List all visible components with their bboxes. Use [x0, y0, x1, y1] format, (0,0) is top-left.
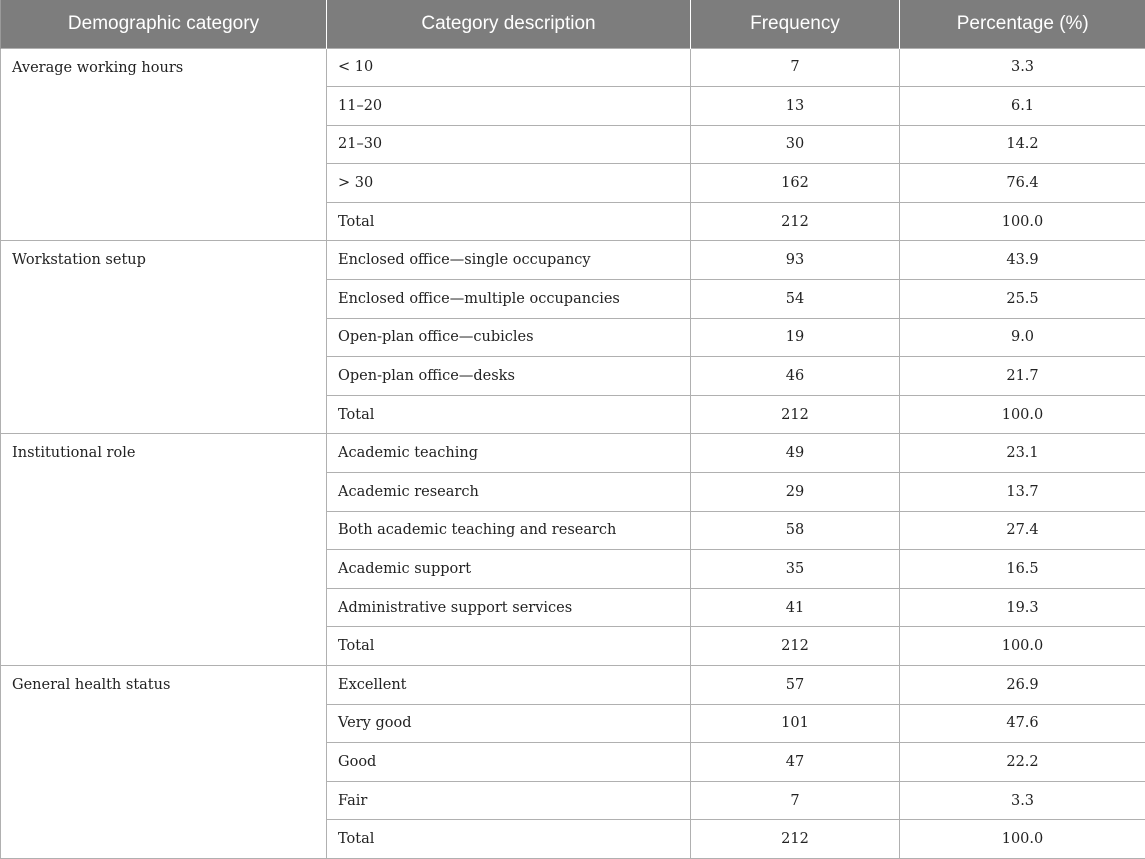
category-description-cell: < 10	[327, 48, 691, 87]
header-category-description: Category description	[327, 0, 691, 48]
category-description-cell: Total	[327, 395, 691, 434]
frequency-cell: 212	[691, 820, 900, 859]
category-description-cell: > 30	[327, 164, 691, 203]
frequency-cell: 162	[691, 164, 900, 203]
frequency-cell: 29	[691, 473, 900, 512]
category-description-cell: Enclosed office—multiple occupancies	[327, 280, 691, 319]
category-description-cell: Total	[327, 202, 691, 241]
frequency-cell: 93	[691, 241, 900, 280]
table-body	[1, 48, 1145, 858]
table-row	[1, 241, 1145, 280]
percentage-cell: 100.0	[900, 627, 1145, 666]
frequency-cell: 212	[691, 627, 900, 666]
category-description-cell: Very good	[327, 704, 691, 743]
category-description-cell: Enclosed office—single occupancy	[327, 241, 691, 280]
table-row	[1, 666, 1145, 705]
frequency-cell: 212	[691, 202, 900, 241]
percentage-cell: 27.4	[900, 511, 1145, 550]
frequency-cell: 41	[691, 588, 900, 627]
percentage-cell: 23.1	[900, 434, 1145, 473]
percentage-cell: 16.5	[900, 550, 1145, 589]
category-description-cell: Excellent	[327, 666, 691, 705]
category-description-cell: Administrative support services	[327, 588, 691, 627]
percentage-cell: 3.3	[900, 781, 1145, 820]
frequency-cell: 54	[691, 280, 900, 319]
table-row	[1, 48, 1145, 87]
category-description-cell: Open-plan office—desks	[327, 357, 691, 396]
category-description-cell: Both academic teaching and research	[327, 511, 691, 550]
category-description-cell: Good	[327, 743, 691, 782]
frequency-cell: 212	[691, 395, 900, 434]
category-description-cell: 21–30	[327, 125, 691, 164]
percentage-cell: 100.0	[900, 202, 1145, 241]
frequency-cell: 30	[691, 125, 900, 164]
category-description-cell: Academic support	[327, 550, 691, 589]
percentage-cell: 19.3	[900, 588, 1145, 627]
percentage-cell: 26.9	[900, 666, 1145, 705]
frequency-cell: 19	[691, 318, 900, 357]
category-description-cell: Academic teaching	[327, 434, 691, 473]
percentage-cell: 13.7	[900, 473, 1145, 512]
frequency-cell: 7	[691, 48, 900, 87]
percentage-cell: 3.3	[900, 48, 1145, 87]
percentage-cell: 25.5	[900, 280, 1145, 319]
table-row	[1, 434, 1145, 473]
header-demographic-category: Demographic category	[1, 0, 327, 48]
demographic-category-cell: General health status	[1, 666, 327, 859]
percentage-cell: 100.0	[900, 395, 1145, 434]
frequency-cell: 47	[691, 743, 900, 782]
percentage-cell: 6.1	[900, 87, 1145, 126]
frequency-cell: 58	[691, 511, 900, 550]
category-description-cell: Fair	[327, 781, 691, 820]
demographic-category-cell: Institutional role	[1, 434, 327, 666]
category-description-cell: Total	[327, 627, 691, 666]
category-description-cell: Total	[327, 820, 691, 859]
category-description-cell: Academic research	[327, 473, 691, 512]
percentage-cell: 21.7	[900, 357, 1145, 396]
percentage-cell: 14.2	[900, 125, 1145, 164]
frequency-cell: 7	[691, 781, 900, 820]
frequency-cell: 101	[691, 704, 900, 743]
frequency-cell: 35	[691, 550, 900, 589]
frequency-cell: 57	[691, 666, 900, 705]
percentage-cell: 43.9	[900, 241, 1145, 280]
category-description-cell: 11–20	[327, 87, 691, 126]
percentage-cell: 100.0	[900, 820, 1145, 859]
percentage-cell: 22.2	[900, 743, 1145, 782]
percentage-cell: 47.6	[900, 704, 1145, 743]
frequency-cell: 13	[691, 87, 900, 126]
header-percentage: Percentage (%)	[900, 0, 1145, 48]
table-header-row	[1, 0, 1145, 48]
demographic-category-cell: Average working hours	[1, 48, 327, 241]
demographic-category-cell: Workstation setup	[1, 241, 327, 434]
percentage-cell: 76.4	[900, 164, 1145, 203]
header-frequency: Frequency	[691, 0, 900, 48]
percentage-cell: 9.0	[900, 318, 1145, 357]
frequency-cell: 49	[691, 434, 900, 473]
frequency-cell: 46	[691, 357, 900, 396]
category-description-cell: Open-plan office—cubicles	[327, 318, 691, 357]
